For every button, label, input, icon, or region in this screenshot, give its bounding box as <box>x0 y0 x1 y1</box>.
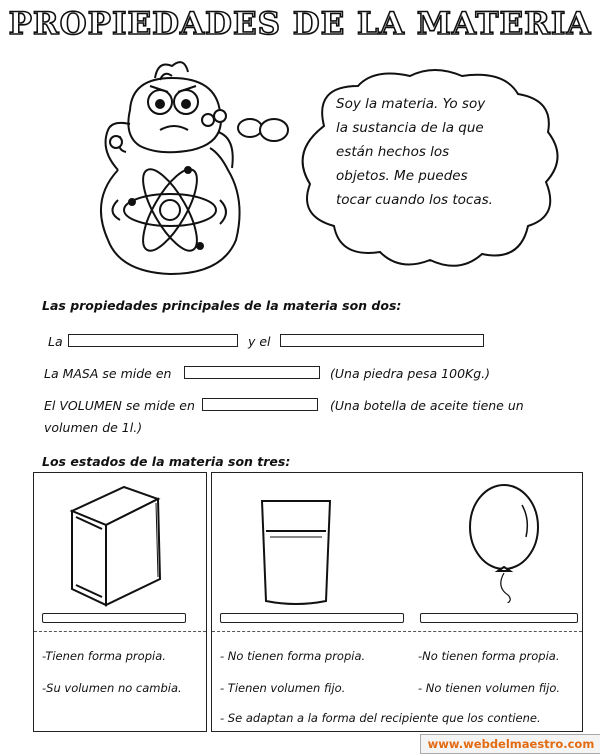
page-title: PROPIEDADES DE LA MATERIA <box>8 6 592 42</box>
q2-blank[interactable] <box>184 366 320 379</box>
website-watermark: www.webdelmaestro.com <box>420 734 600 754</box>
bubble-line: objetos. Me puedes <box>336 168 468 184</box>
q3-note-cont: volumen de 1l.) <box>44 420 143 435</box>
solid-divider <box>34 631 206 632</box>
liquid-gas-box <box>211 472 583 732</box>
liquid-feature: - No tienen forma propia. <box>220 649 366 663</box>
solid-answer-blank[interactable] <box>42 613 186 623</box>
solid-feature: -Tienen forma propia. <box>42 649 166 663</box>
q1-yel-label: y el <box>248 334 271 349</box>
q1-blank-2[interactable] <box>280 334 484 347</box>
solid-feature: -Su volumen no cambia. <box>42 681 182 695</box>
gas-answer-blank[interactable] <box>420 613 578 623</box>
liquid-feature: - Se adaptan a la forma del recipiente que los contiene. <box>220 711 541 725</box>
q3-label: El VOLUMEN se mide en <box>44 398 195 413</box>
bubble-line: Soy la materia. Yo soy <box>336 96 486 112</box>
properties-heading: Las propiedades principales de la materia son dos: <box>42 298 402 313</box>
q3-note: (Una botella de aceite tiene un <box>330 398 524 413</box>
bubble-line: están hechos los <box>336 144 450 160</box>
bubble-line: tocar cuando los tocas. <box>336 192 493 208</box>
matter-character-illustration <box>60 50 290 280</box>
q1-blank-1[interactable] <box>68 334 238 347</box>
q2-label: La MASA se mide en <box>44 366 172 381</box>
q3-blank[interactable] <box>202 398 318 411</box>
gas-feature: -No tienen forma propia. <box>418 649 560 663</box>
bubble-text <box>336 92 536 212</box>
liquid-gas-divider <box>212 631 582 632</box>
glass-of-water-icon <box>248 491 344 611</box>
gas-feature: - No tienen volumen fijo. <box>418 681 561 695</box>
liquid-feature: - Tienen volumen fijo. <box>220 681 346 695</box>
states-heading: Los estados de la materia son tres: <box>42 454 291 469</box>
q2-note: (Una piedra pesa 100Kg.) <box>330 366 490 381</box>
q1-la-label: La <box>48 334 63 349</box>
book-icon <box>62 481 182 611</box>
balloon-icon <box>458 483 558 603</box>
liquid-answer-blank[interactable] <box>220 613 404 623</box>
bubble-line: la sustancia de la que <box>336 120 484 136</box>
solid-box <box>33 472 207 732</box>
